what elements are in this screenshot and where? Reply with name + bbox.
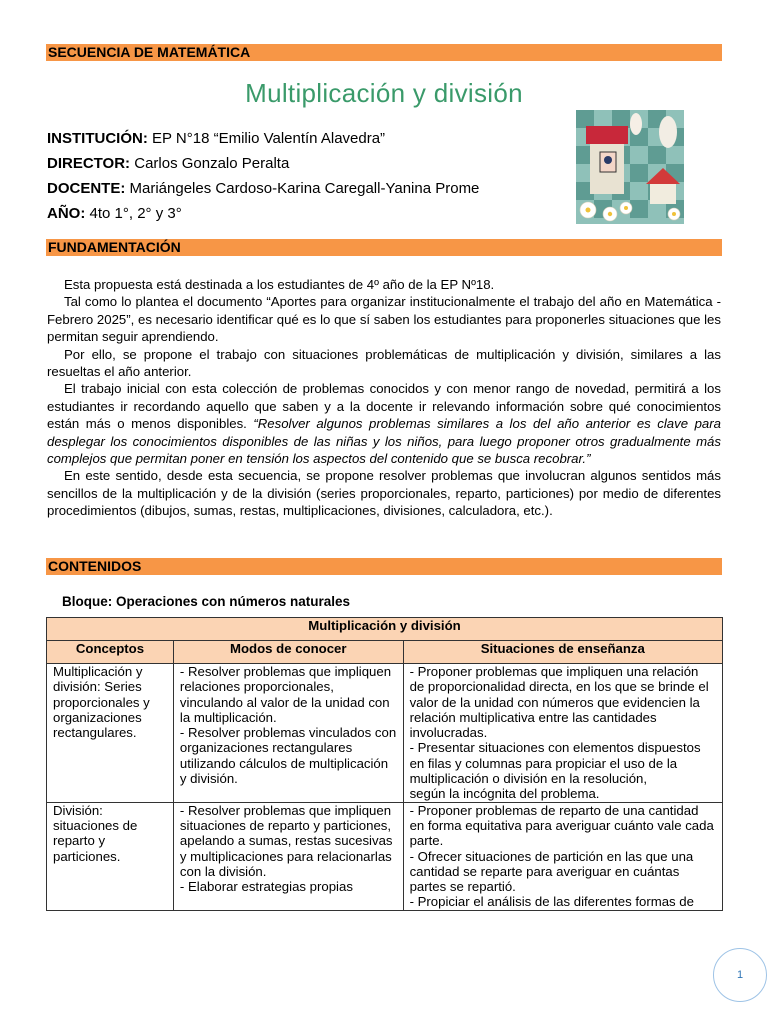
info-director — [47, 155, 289, 173]
cell-modos — [173, 802, 403, 910]
column-header-modos: Modos de conocer — [173, 641, 403, 664]
table-caption: Multiplicación y división — [47, 618, 723, 641]
page-title: Multiplicación y división — [245, 78, 523, 108]
fundamentacion-bar — [46, 239, 722, 256]
column-header-conceptos: Conceptos — [47, 641, 174, 664]
cell-situaciones-text: - Proponer problemas de reparto de una cantidad en forma equitativa para averiguar cuánto vale cada parte. - Ofrecer situaciones de partición en las que una cantidad se reparte para averiguar en cuántas partes se repartió. - Propiciar el análisis de las diferentes formas de — [409, 802, 714, 910]
director-value: Carlos Gonzalo Peralta — [130, 155, 290, 172]
institucion-value: EP N°18 “Emilio Valentín Alavedra” — [147, 130, 386, 147]
header-label: SECUENCIA DE MATEMÁTICA — [48, 44, 251, 60]
table-row — [47, 664, 723, 803]
contenidos-bar — [46, 558, 722, 575]
bloque-label: Bloque: Operaciones con números naturales — [62, 594, 351, 609]
cell-situaciones — [403, 664, 722, 803]
paragraph-4-quote: “Resolver algunos problemas similares a los del año anterior es clave para desplegar los conocimientos disponibles de las niñas y los niños, para luego proponer otros gradualmente más complejos que permitan poner en tensión los aspectos del contenido que se busca recobrar.” — [47, 416, 721, 467]
table-header-row — [47, 641, 723, 664]
cell-concepto-text: División: situaciones de reparto y particiones. — [53, 802, 138, 864]
paragraph-2: Tal como lo plantea el documento “Aportes para organizar institucionalmente el trabajo del año en Matemática - Febrero 2025”, es necesario identificar qué es lo que sí saben los estudiantes para proponerles situaciones que les permitan seguir aprendiendo. — [47, 294, 721, 345]
paragraph-4 — [47, 380, 721, 467]
anio-label: AÑO: — [47, 205, 86, 222]
cell-concepto-text: Multiplicación y división: Series proporcionales y organizaciones rectangulares. — [53, 664, 150, 741]
paragraph-3: Por ello, se propone el trabajo con situaciones problemáticas de multiplicación y división, similares a las resueltas el año anterior. — [47, 346, 721, 380]
info-institucion — [47, 130, 385, 148]
cell-concepto — [47, 802, 174, 910]
cell-concepto — [47, 664, 174, 803]
paragraph-4-text: El trabajo inicial con esta colección de problemas conocidos y con menor rango de novedad, permitirá a los estudiantes ir recordando aquello que saben y a la docente ir relevando información sobre qué conocimientos están más o menos disponibles. — [47, 381, 721, 432]
docente-value: Mariángeles Cardoso-Karina Caregall-Yanina Prome — [125, 180, 480, 197]
table-row — [47, 802, 723, 910]
info-docente — [47, 180, 479, 198]
info-anio — [47, 205, 182, 223]
fundamentacion-text — [47, 276, 721, 520]
illustration-svg — [576, 110, 684, 224]
institucion-label: INSTITUCIÓN: — [47, 130, 148, 147]
cell-modos-text: - Resolver problemas que impliquen situaciones de reparto y particiones, apelando a sumas, restas sucesivas y multiplicaciones para relacionarlas con la división. - Elaborar estrategias propias — [179, 802, 393, 895]
header-bar — [46, 44, 722, 61]
anio-value: 4to 1°, 2° y 3° — [85, 205, 182, 222]
fundamentacion-heading: FUNDAMENTACIÓN — [48, 239, 181, 255]
storybook-illustration-icon — [576, 110, 684, 224]
column-header-situaciones: Situaciones de enseñanza — [403, 641, 722, 664]
contenidos-heading: CONTENIDOS — [48, 558, 142, 574]
page-number: 1 — [713, 948, 767, 1002]
cell-modos — [173, 664, 403, 803]
cell-situaciones — [403, 802, 722, 910]
cell-situaciones-text: - Proponer problemas que impliquen una relación de proporcionalidad directa, en los que se brinde el valor de la unidad con números que evidencien la relación multiplicativa entre las cantidades involucradas. - Presentar situaciones con elementos dispuestos en filas y columnas para propiciar el uso de la multiplicación o división en la resolución, según la incógnita del problema. — [409, 664, 709, 802]
director-label: DIRECTOR: — [47, 155, 131, 172]
contenidos-table — [46, 617, 723, 911]
paragraph-1: Esta propuesta está destinada a los estudiantes de 4º año de la EP Nº18. — [64, 277, 495, 292]
table-caption-row — [47, 618, 723, 641]
docente-label: DOCENTE: — [47, 180, 126, 197]
cell-modos-text: - Resolver problemas que impliquen relaciones proporcionales, vinculando al valor de la unidad con la multiplicación. - Resolver problemas vinculados con organizaciones rectangulares utilizando cálculos de multiplicación y división. — [179, 664, 397, 787]
paragraph-5: En este sentido, desde esta secuencia, se propone resolver problemas que involucran algunos sentidos más sencillos de la multiplicación y de la división (series proporcionales, reparto, particiones) por medio de diferentes procedimientos (dibujos, sumas, restas, multiplicaciones, divisiones, calculadora, etc.). — [47, 468, 721, 519]
